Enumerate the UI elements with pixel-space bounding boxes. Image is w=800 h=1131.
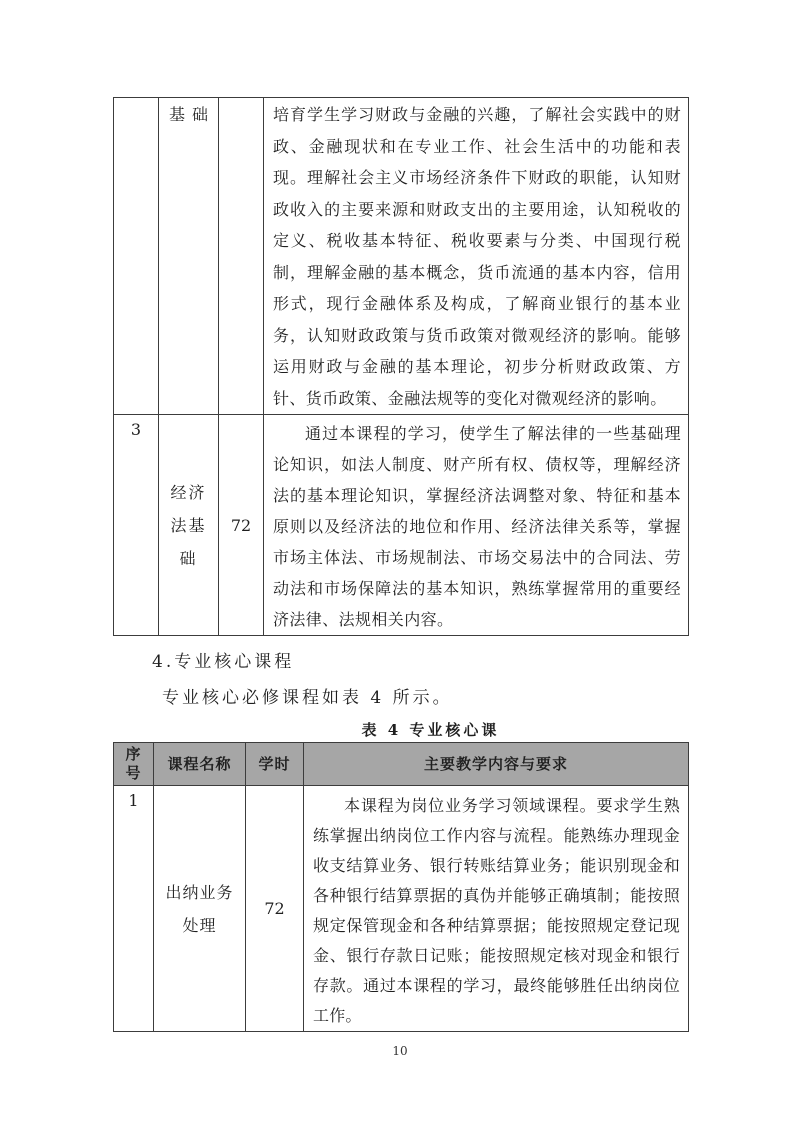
content-cell: 通过本课程的学习，使学生了解法律的一些基础理论知识，如法人制度、财产所有权、债权等，理解经济法的基本理论知识，掌握经济法调整对象、特征和基本原则以及经济法的地位和作用、经济法律关系等，掌握市场主体法、市场规制法、市场交易法中的合同法、劳动法和市场保障法的基本知识，熟练掌握常用的重要经济法律、法规相关内容。 xyxy=(264,415,689,636)
core-course-table xyxy=(113,742,689,1032)
course-name-cell: 出纳业务处理 xyxy=(154,786,246,1032)
table-header-row xyxy=(114,743,689,786)
header-cell-course: 课程名称 xyxy=(154,743,246,786)
header-cell-content: 主要教学内容与要求 xyxy=(304,743,689,786)
table-row xyxy=(114,786,689,1032)
content-cell: 本课程为岗位业务学习领域课程。要求学生熟练掌握出纳岗位工作内容与流程。能熟练办理现金收支结算业务、银行转账结算业务；能识别现金和各种银行结算票据的真伪并能够正确填制；能按照规定保管现金和各种结算票据；能按照规定登记现金、银行存款日记账；能按照规定核对现金和银行存款。通过本课程的学习，最终能够胜任出纳岗位工作。 xyxy=(304,786,689,1032)
header-cell-seq: 序号 xyxy=(114,743,154,786)
hours-cell: 72 xyxy=(219,415,264,636)
page-number: 10 xyxy=(392,1044,408,1058)
hours-cell xyxy=(219,98,264,415)
continued-course-table xyxy=(113,97,689,636)
table-caption: 表 4 专业核心课 xyxy=(361,721,500,739)
seq-cell: 3 xyxy=(114,415,159,636)
section-heading: 4.专业核心课程 xyxy=(152,652,295,672)
seq-cell xyxy=(114,98,159,415)
hours-cell: 72 xyxy=(246,786,304,1032)
content-cell: 培育学生学习财政与金融的兴趣，了解社会实践中的财政、金融现状和在专业工作、社会生活中的功能和表现。理解社会主义市场经济条件下财政的职能，认知财政收入的主要来源和财政支出的主要用途，认知税收的定义、税收基本特征、税收要素与分类、中国现行税制，理解金融的基本概念，货币流通的基本内容，信用形式，现行金融体系及构成，了解商业银行的基本业务，认知财政政策与货币政策对微观经济的影响。能够运用财政与金融的基本理论，初步分析财政政策、方针、货币政策、金融法规等的变化对微观经济的影响。 xyxy=(264,98,689,415)
course-name-cell: 基础 xyxy=(159,98,219,415)
table-row xyxy=(114,98,689,415)
intro-paragraph: 专业核心必修课程如表 4 所示。 xyxy=(162,688,453,708)
course-name-cell: 经济法基础 xyxy=(159,415,219,636)
header-cell-hours: 学时 xyxy=(246,743,304,786)
table-row xyxy=(114,415,689,636)
seq-cell: 1 xyxy=(114,786,154,1032)
